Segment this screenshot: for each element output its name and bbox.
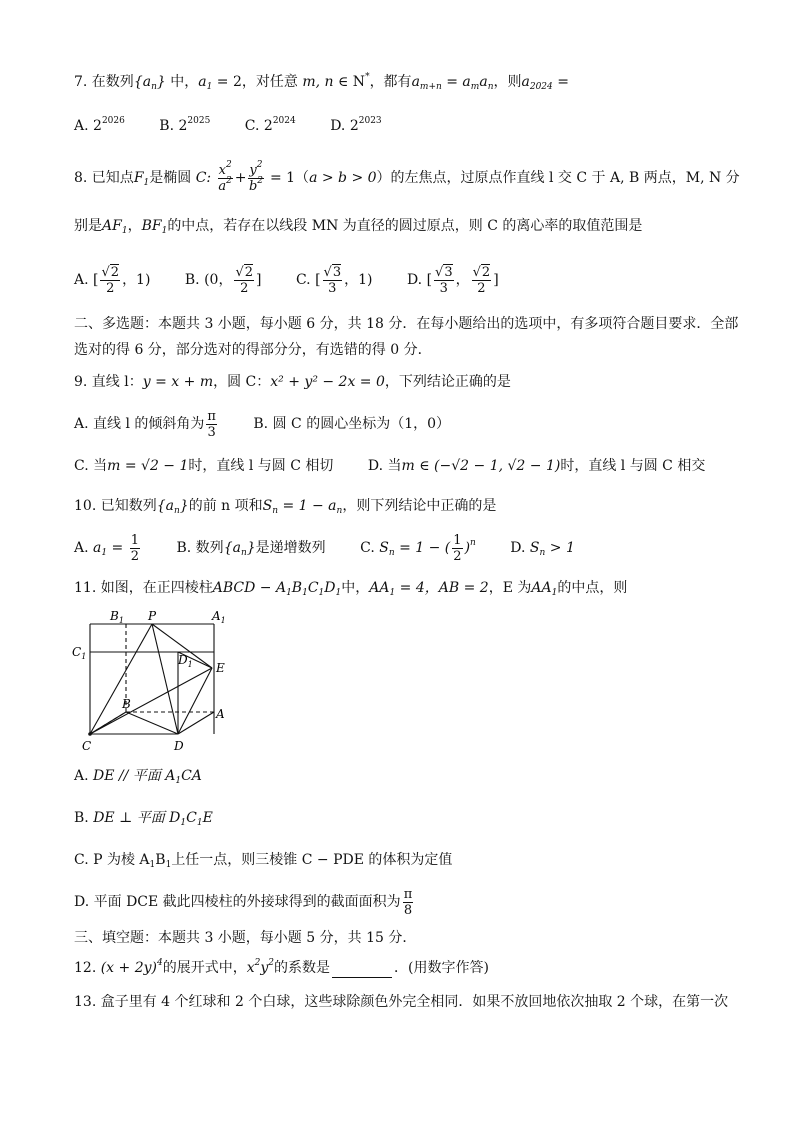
q11-stem: 11. 如图，在正四棱柱ABCD − $A_1B_1C_1D_1$中，$AA_1 = 4$，AB = 2，E 为$AA_1$的中点，则 [74, 580, 628, 598]
q9-option-a: A. 直线 l 的倾斜角为 $\frac{\pi}{3}$ [74, 408, 216, 440]
svg-text:C: C [82, 739, 92, 753]
q11-option-b: B. DE ⊥ 平面 $D_1C_1E$ [74, 810, 213, 828]
q8-option-d: D. [ $\frac{√3}{3}$ ， $\frac{√2}{2}$ ] [406, 264, 499, 296]
q8-option-b: B. (0， $\frac{√2}{2}$ ] [184, 264, 262, 296]
q7-option-c: C. $2^{2024}$ [244, 116, 296, 134]
q13-stem: 13. 盒子里有 4 个红球和 2 个白球，这些球除颜色外完全相同．如果不放回地依次抽取 2 个球，在第一次 [74, 994, 729, 1010]
section2-heading-line2: 选对的得 6 分，部分选对的得部分分，有选错的得 0 分． [74, 342, 432, 358]
q7-stem: 7. 在数列$\{a_n\}$ 中，$a_1 = 2$，对任意 m, n ∈ N*，都有$a_{m+n} = a_ma_n$，则$a_{2024}$ = [74, 72, 569, 92]
svg-text:B: B [122, 697, 131, 711]
svg-text:B1: $B_1$ [110, 609, 124, 625]
q10-option-b: B. 数列$\{a_n\}$是递增数列 [176, 540, 326, 558]
section3-heading: 三、填空题：本题共 3 小题，每小题 5 分，共 15 分． [74, 930, 417, 946]
q8-options [74, 258, 529, 302]
q9-options-ab [74, 404, 480, 444]
section2-heading-line1: 二、多选题：本题共 3 小题，每小题 6 分，共 18 分．在每小题给出的选项中，有多项符合题目要求．全部 [74, 316, 739, 332]
svg-text:E: E [216, 661, 225, 675]
svg-text:A: A [216, 707, 225, 721]
q8-option-a: A. [ $\frac{√2}{2}$ ，1) [74, 264, 151, 296]
q9-option-c: C. 当m = √2 − 1时，直线 l 与圆 C 相切 [74, 458, 334, 474]
q9-option-b: B. 圆 C 的圆心坐标为（1，0） [253, 416, 451, 432]
q11-option-d: D. 平面 DCE 截此四棱柱的外接球得到的截面面积为 $\frac{\pi}{8}$ [74, 886, 413, 918]
q10-options [74, 528, 605, 568]
q10-stem: 10. 已知数列$\{a_n\}$的前 n 项和$S_n = 1 - a_n$，则下列结论中正确的是 [74, 498, 497, 516]
q12-stem: 12. $(x + 2y)^4$的展开式中，$x^2y^2$的系数是 ．(用数字作答) [74, 958, 489, 976]
q7-option-d: D. $2^{2023}$ [330, 116, 382, 134]
q7-options [74, 116, 412, 136]
q11-option-c: C. P 为棱 $A_1B_1$上任一点，则三棱锥 C − PDE 的体积为定值 [74, 852, 453, 870]
q11-option-a: A. DE // 平面 $A_1CA$ [74, 768, 202, 786]
q8-stem-line2: 别是$AF_1$，$BF_1$的中点，若存在以线段 MN 为直径的圆过原点，则 C 的离心率的取值范围是 [74, 218, 643, 236]
q10-option-a: A. $a_1$ = $\frac{1}{2}$ [74, 532, 140, 564]
q7-option-b: B. $2^{2025}$ [159, 116, 211, 134]
svg-text:D: D [174, 739, 184, 753]
q10-option-d: D. $S_n > 1$ [510, 540, 575, 558]
q10-option-c: C. $S_n = 1$ − ( $\frac{1}{2}$ )$^n$ [360, 532, 476, 564]
q8-stem-line1: 8. 已知点$F_1$是椭圆 C: $\frac{x^2}{a^2}$ + $\frac{y^2}{b^2}$ = 1（a > b > 0）的左焦点，过原点作直线 l 交 C 于 A, B 两点，M, N 分 [74, 159, 740, 194]
q9-option-d: D. 当m ∈ (−√2 − 1, √2 − 1)时，直线 l 与圆 C 相交 [367, 458, 706, 474]
q9-stem: 9. 直线 l：y = x + m，圆 C：x² + y² − 2x = 0，下列结论正确的是 [74, 374, 511, 390]
svg-text:A1: $A_1$ [212, 609, 226, 625]
q12-answer-blank [332, 963, 392, 978]
q7-option-a: A. $2^{2026}$ [74, 116, 125, 134]
svg-text:D1: $D_1$ [178, 653, 193, 669]
prism-figure [70, 608, 230, 754]
svg-text:C1: $C_1$ [72, 645, 87, 661]
q8-option-c: C. [ $\frac{√3}{3}$ ，1) [295, 264, 373, 296]
svg-text:P: P [148, 609, 157, 623]
q9-options-cd [74, 456, 735, 476]
